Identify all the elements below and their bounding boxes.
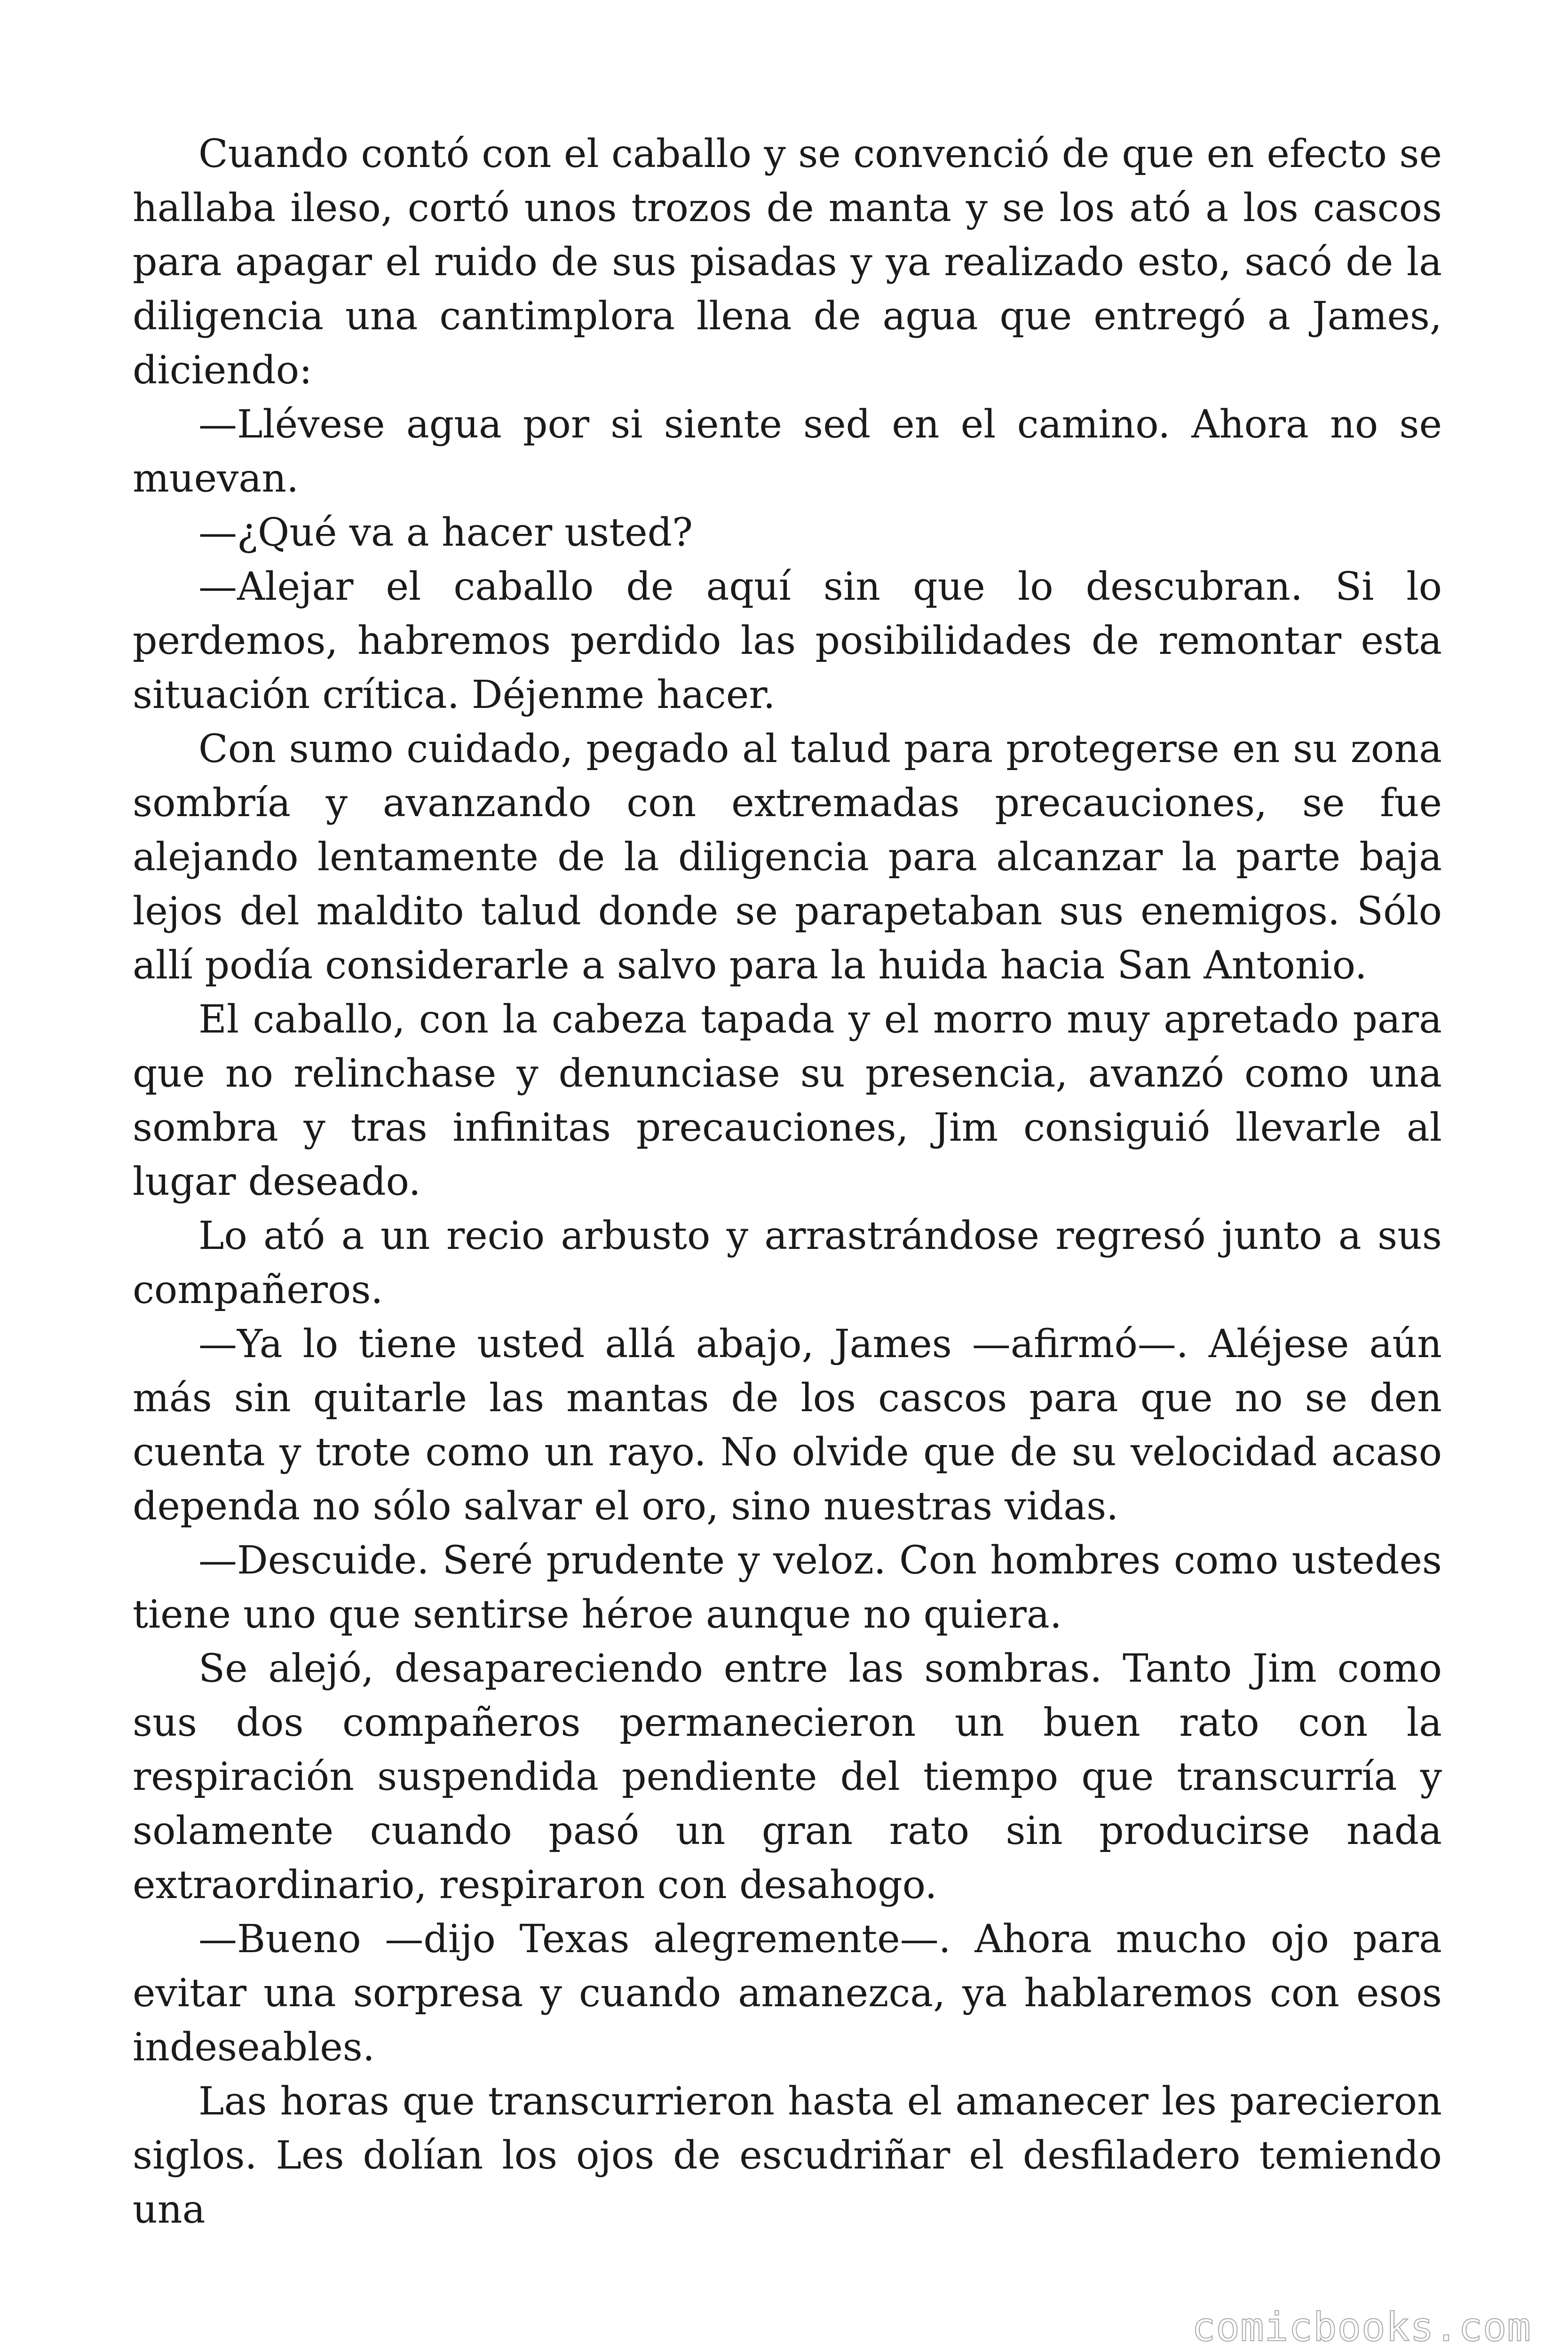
page-body bbox=[133, 127, 1442, 2237]
paragraph: Lo ató a un recio arbusto y arrastrándose regresó junto a sus compañeros. bbox=[133, 1214, 1442, 1312]
watermark: comicbooks.com bbox=[1191, 2304, 1531, 2350]
paragraph: —Descuide. Seré prudente y veloz. Con hombres como ustedes tiene uno que sentirse héroe aunque no quiera. bbox=[133, 1538, 1442, 1637]
paragraph: —¿Qué va a hacer usted? bbox=[198, 510, 693, 555]
paragraph: —Ya lo tiene usted allá abajo, James —afirmó—. Aléjese aún más sin quitarle las mantas de los cascos para que no se den cuenta y trote como un rayo. No olvide que de su velocidad acaso dependa no sólo salvar el oro, sino nuestras vidas. bbox=[133, 1322, 1442, 1529]
paragraph: Las horas que transcurrieron hasta el amanecer les parecieron siglos. Les dolían los ojos de escudriñar el desfiladero temiendo una bbox=[133, 2079, 1442, 2232]
paragraph: —Bueno —dijo Texas alegremente—. Ahora mucho ojo para evitar una sorpresa y cuando amanezca, ya hablaremos con esos indeseables. bbox=[133, 1917, 1442, 2070]
paragraph: —Alejar el caballo de aquí sin que lo descubran. Si lo perdemos, habremos perdido las posibilidades de remontar esta situación crítica. Déjenme hacer. bbox=[133, 564, 1442, 717]
paragraph: Con sumo cuidado, pegado al talud para protegerse en su zona sombría y avanzando con extremadas precauciones, se fue alejando lentamente de la diligencia para alcanzar la parte baja lejos del maldito talud donde se parapetaban sus enemigos. Sólo allí podía considerarle a salvo para la huida hacia San Antonio. bbox=[133, 727, 1442, 988]
paragraph: —Llévese agua por si siente sed en el camino. Ahora no se muevan. bbox=[133, 402, 1442, 501]
paragraph: Cuando contó con el caballo y se convenció de que en efecto se hallaba ileso, cortó unos trozos de manta y se los ató a los cascos para apagar el ruido de sus pisadas y ya realizado esto, sacó de la diligencia una cantimplora llena de agua que entregó a James, diciendo: bbox=[133, 132, 1442, 393]
paragraph: Se alejó, desapareciendo entre las sombras. Tanto Jim como sus dos compañeros permanecieron un buen rato con la respiración suspendida pendiente del tiempo que transcurría y solamente cuando pasó un gran rato sin producirse nada extraordinario, respiraron con desahogo. bbox=[133, 1646, 1442, 1907]
paragraph: El caballo, con la cabeza tapada y el morro muy apretado para que no relinchase y denunciase su presencia, avanzó como una sombra y tras infinitas precauciones, Jim consiguió llevarle al lugar deseado. bbox=[133, 997, 1442, 1204]
